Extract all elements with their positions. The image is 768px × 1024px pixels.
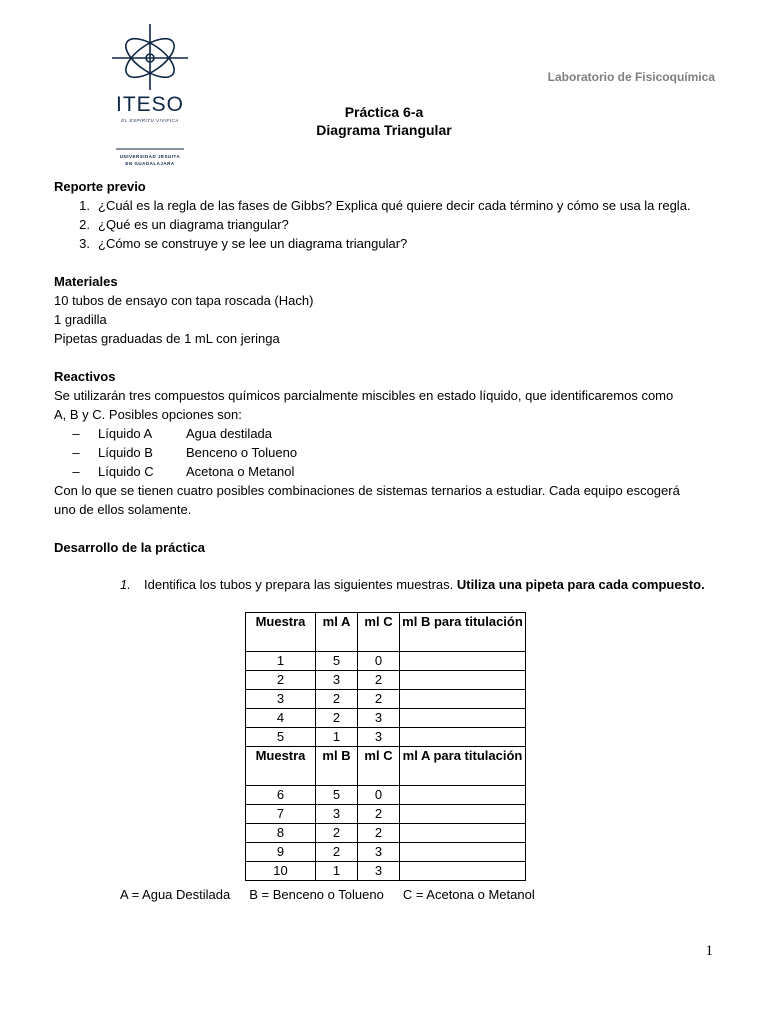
table-row: 4 2 3 [246,709,526,728]
list-item: – Líquido B Benceno o Tolueno [72,445,298,460]
section-heading-materiales: Materiales [54,274,118,289]
table-row: 10 1 3 [246,862,526,881]
atom-emblem-icon [88,22,212,94]
table-header-cell: ml B para titulación [400,613,526,652]
section-heading-reporte-previo: Reporte previo [54,179,146,194]
logo-name: ITESO [115,93,184,116]
page-number: 1 [705,943,713,959]
list-item: 2. ¿Qué es un diagrama triangular? [79,217,289,232]
list-item: – Líquido A Agua destilada [72,426,273,441]
step-number: 1. [120,577,131,592]
legend-c: C = Acetona o Metanol [402,887,535,902]
list-item: 10 tubos de ensayo con tapa roscada (Hach) [54,293,314,308]
table-row: 1 5 0 [246,652,526,671]
section-heading-desarrollo: Desarrollo de la práctica [54,540,206,555]
table-legend [120,887,535,902]
page-subtitle: Diagrama Triangular [316,122,452,138]
step-1 [120,577,705,592]
logo-motto: EL ESPÍRITU VIVIFICA [121,118,179,123]
lab-name: Laboratorio de Fisicoquímica [547,70,715,84]
logo-university-line1: UNIVERSIDAD JESUITA [119,154,181,159]
step-text: Identifica los tubos y prepara las siguientes muestras. [144,577,454,592]
page-title: Práctica 6-a [344,104,424,120]
logo-divider [116,147,184,151]
logo-university-line2: EN GUADALAJARA [125,161,175,166]
table-row: 7 3 2 [246,805,526,824]
table-header-cell: ml B [316,747,358,786]
paragraph: Se utilizarán tres compuestos químicos parcialmente miscibles en estado líquido, que identificaremos como [54,388,674,403]
table-header-cell: ml A [316,613,358,652]
table-header-cell: ml C [358,613,400,652]
table-row: 8 2 2 [246,824,526,843]
table-row: 2 3 2 [246,671,526,690]
table-header-cell: ml C [358,747,400,786]
step-emphasis: Utiliza una pipeta para cada compuesto. [456,577,705,592]
paragraph: A, B y C. Posibles opciones son: [54,407,242,422]
document-body [54,177,691,557]
list-item: 1 gradilla [54,312,107,327]
table-row: 6 5 0 [246,786,526,805]
table-header-cell: Muestra [246,747,316,786]
table-row: 9 2 3 [246,843,526,862]
table-header-row [246,747,526,786]
list-item: 1. ¿Cuál es la regla de las fases de Gibbs? Explica qué quiere decir cada término y cómo se usa la regla. [79,198,691,213]
table-header-cell: Muestra [246,613,316,652]
list-item: 3. ¿Cómo se construye y se lee un diagrama triangular? [79,236,408,251]
list-item: – Líquido C Acetona o Metanol [72,464,295,479]
paragraph: uno de ellos solamente. [54,502,192,517]
legend-a: A = Agua Destilada [120,887,231,902]
paragraph: Con lo que se tienen cuatro posibles combinaciones de sistemas ternarios a estudiar. Cada equipo escogerá [54,483,680,498]
list-item: Pipetas graduadas de 1 mL con jeringa [54,331,280,346]
legend-b: B = Benceno o Tolueno [249,887,384,902]
samples-table [245,612,526,881]
table-header-row [246,613,526,652]
table-row: 3 2 2 [246,690,526,709]
section-heading-reactivos: Reactivos [54,369,116,384]
table-header-cell: ml A para titulación [400,747,526,786]
table-row: 5 1 3 [246,728,526,747]
